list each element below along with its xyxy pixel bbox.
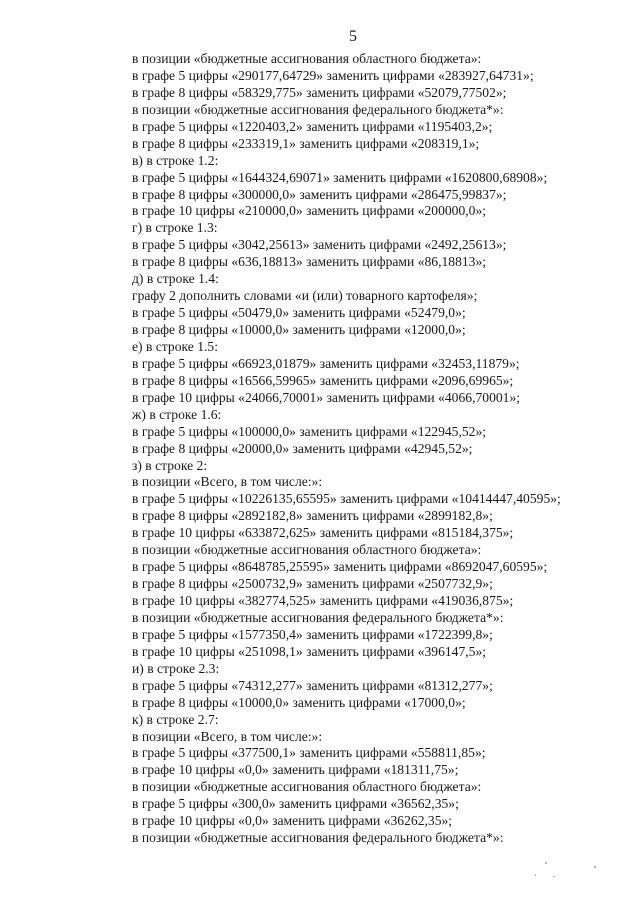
- text-line: в графе 8 цифры «16566,59965» заменить цифрами «2096,69965»;: [132, 372, 514, 388]
- text-line: в графе 10 цифры «210000,0» заменить цифрами «200000,0»;: [132, 203, 487, 219]
- page-number: 5: [349, 28, 357, 45]
- text-line: к) в строке 2.7:: [132, 711, 219, 727]
- text-line: графу 2 дополнить словами «и (или) товарного картофеля»;: [132, 288, 478, 304]
- text-line: в графе 8 цифры «2500732,9» заменить цифрами «2507732,9»;: [132, 576, 493, 592]
- text-line: в графе 5 цифры «10226135,65595» заменить цифрами «10414447,40595»;: [132, 491, 561, 507]
- text-line: в графе 8 цифры «10000,0» заменить цифрами «12000,0»;: [132, 322, 466, 337]
- text-line: в позиции «бюджетные ассигнования федерального бюджета*»:: [132, 609, 504, 625]
- text-line: в графе 5 цифры «66923,01879» заменить цифрами «32453,11879»;: [132, 355, 520, 371]
- text-line: д) в строке 1.4:: [132, 271, 219, 287]
- text-line: в) в строке 1.2:: [132, 152, 219, 168]
- text-line: в графе 10 цифры «24066,70001» заменить цифрами «4066,70001»;: [132, 389, 521, 405]
- text-line: ж) в строке 1.6:: [132, 406, 222, 422]
- text-line: в графе 8 цифры «58329,775» заменить цифрами «52079,77502»;: [132, 84, 507, 100]
- text-line: в графе 5 цифры «300,0» заменить цифрами «36562,35»;: [132, 796, 459, 812]
- text-line: в позиции «Всего, в том числе:»:: [132, 728, 323, 744]
- text-line: е) в строке 1.5:: [132, 338, 218, 354]
- text-line: в графе 5 цифры «1577350,4» заменить цифрами «1722399,8»;: [132, 626, 493, 642]
- text-line: в позиции «Всего, в том числе:»:: [132, 474, 323, 490]
- text-line: в позиции «бюджетные ассигнования областного бюджета»:: [132, 542, 482, 558]
- text-line: в графе 10 цифры «0,0» заменить цифрами «36262,35»;: [132, 813, 453, 829]
- text-line: в позиции «бюджетные ассигнования областного бюджета»:: [132, 51, 482, 66]
- document-body: [132, 51, 602, 847]
- scan-speck: [553, 876, 555, 877]
- text-line: в графе 10 цифры «0,0» заменить цифрами «181311,75»;: [132, 762, 459, 778]
- text-line: в графе 8 цифры «636,18813» заменить цифрами «86,18813»;: [132, 254, 487, 270]
- text-line: в графе 5 цифры «377500,1» заменить цифрами «558811,85»;: [132, 745, 486, 761]
- text-line: в графе 5 цифры «50479,0» заменить цифрами «52479,0»;: [132, 305, 466, 321]
- text-line: в позиции «бюджетные ассигнования областного бюджета»:: [132, 779, 482, 795]
- text-line: в графе 10 цифры «251098,1» заменить цифрами «396147,5»;: [132, 643, 487, 659]
- text-line: в позиции «бюджетные ассигнования федерального бюджета*»:: [132, 101, 504, 117]
- text-line: и) в строке 2.3:: [132, 660, 220, 676]
- text-line: в графе 5 цифры «3042,25613» заменить цифрами «2492,25613»;: [132, 237, 507, 253]
- text-line: в графе 10 цифры «382774,525» заменить цифрами «419036,875»;: [132, 593, 514, 608]
- text-line: в графе 8 цифры «2892182,8» заменить цифрами «2899182,8»;: [132, 508, 493, 524]
- text-line: в графе 5 цифры «1220403,2» заменить цифрами «1195403,2»;: [132, 118, 493, 134]
- scan-speck: [545, 862, 547, 864]
- text-line: в графе 5 цифры «74312,277» заменить цифрами «81312,277»;: [132, 677, 493, 693]
- text-line: в графе 8 цифры «10000,0» заменить цифрами «17000,0»;: [132, 694, 466, 710]
- text-line: з) в строке 2:: [132, 457, 208, 473]
- text-line: в графе 8 цифры «20000,0» заменить цифрами «42945,52»;: [132, 440, 473, 456]
- text-line: в графе 5 цифры «1644324,69071» заменить цифрами «1620800,68908»;: [132, 169, 548, 185]
- scan-speck: [594, 866, 596, 868]
- text-line: в графе 5 цифры «100000,0» заменить цифрами «122945,52»;: [132, 423, 487, 439]
- text-line: в позиции «бюджетные ассигнования федерального бюджета*»:: [132, 830, 504, 846]
- text-line: в графе 5 цифры «8648785,25595» заменить цифрами «8692047,60595»;: [132, 559, 548, 575]
- text-line: в графе 8 цифры «233319,1» заменить цифрами «208319,1»;: [132, 135, 480, 151]
- text-line: в графе 10 цифры «633872,625» заменить цифрами «815184,375»;: [132, 525, 514, 541]
- scan-speck: [535, 874, 536, 876]
- text-line: г) в строке 1.3:: [132, 220, 218, 236]
- text-line: в графе 8 цифры «300000,0» заменить цифрами «286475,99837»;: [132, 186, 507, 202]
- text-line: в графе 5 цифры «290177,64729» заменить цифрами «283927,64731»;: [132, 67, 534, 83]
